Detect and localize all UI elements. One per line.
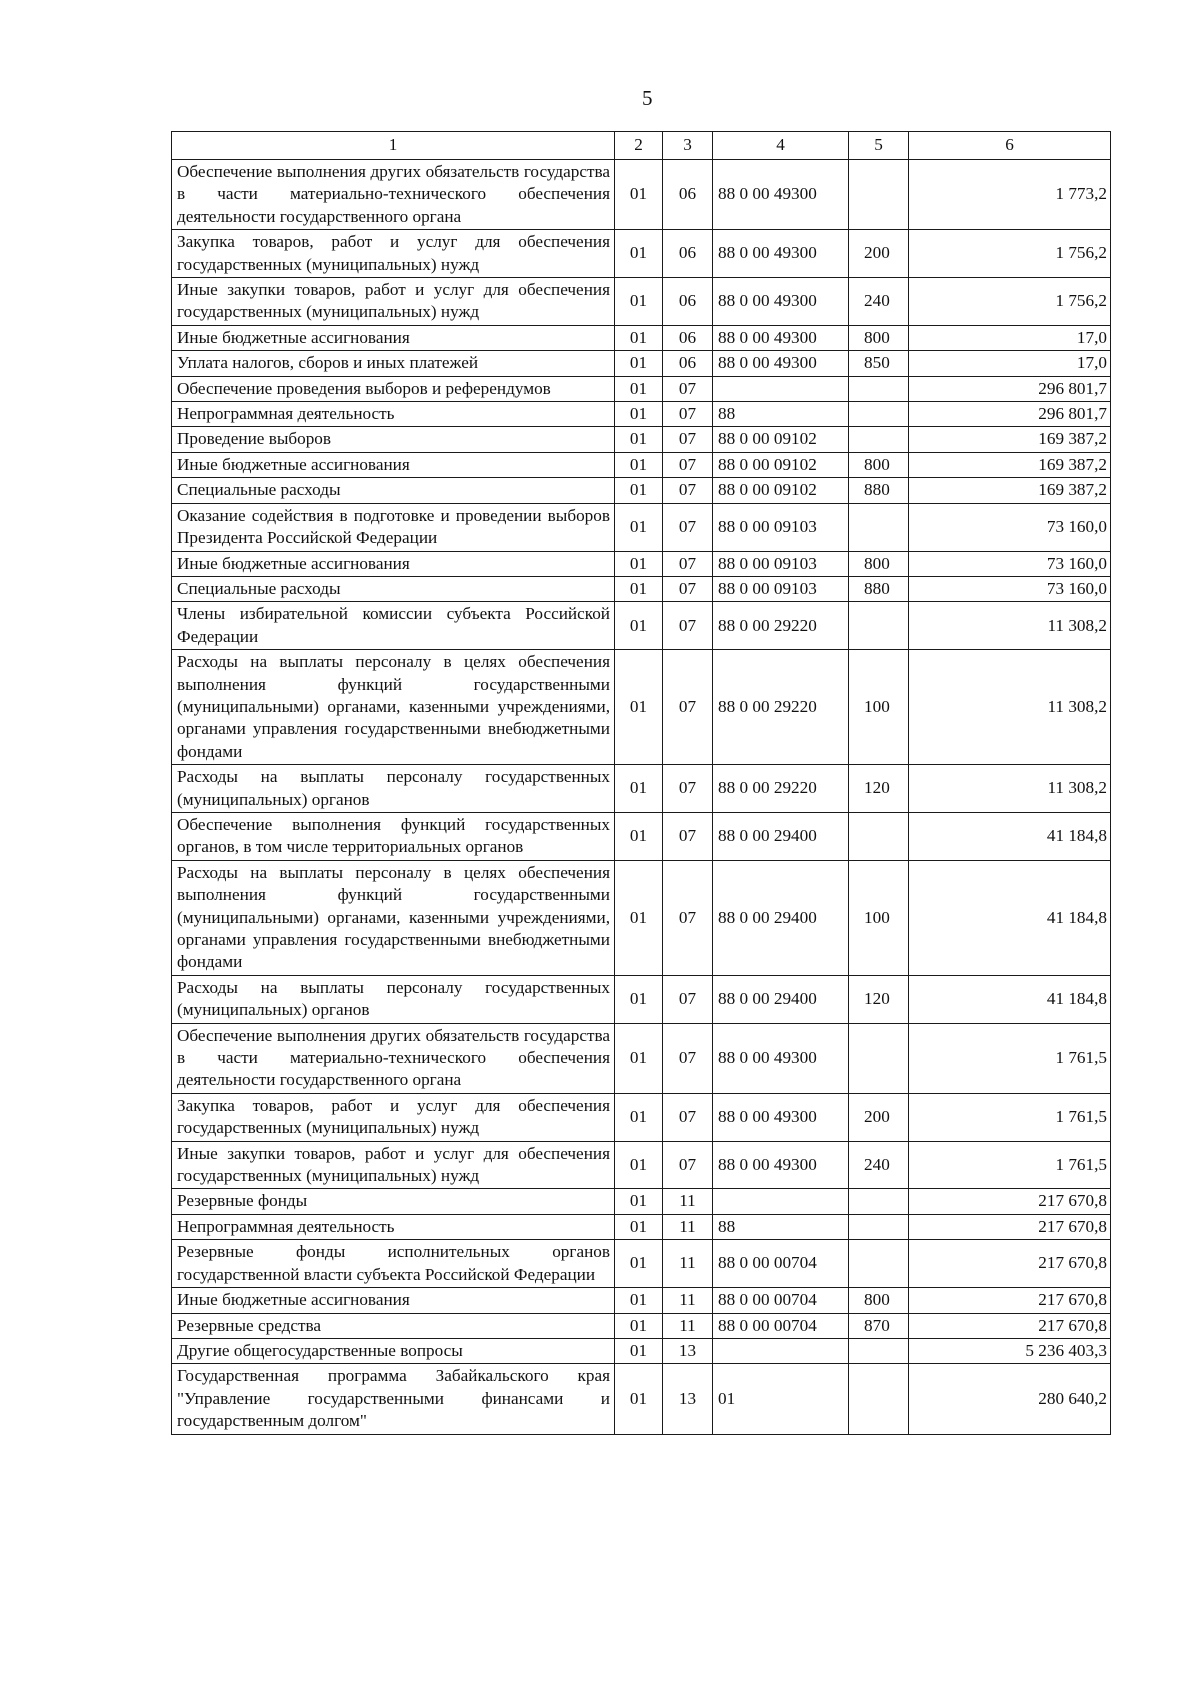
row-name-cell: Расходы на выплаты персоналу государственных (муниципальных) органов [172, 765, 615, 813]
row-section-cell: 01 [615, 503, 663, 551]
row-name-cell: Оказание содействия в подготовке и проведении выборов Президента Российской Федерации [172, 503, 615, 551]
row-name-cell: Расходы на выплаты персоналу в целях обеспечения выполнения функций государственными (муниципальными) органами, казенными учреждениями, органами управления государственными внебюджетными фондами [172, 860, 615, 975]
row-section-cell: 01 [615, 650, 663, 765]
header-cell-2: 2 [615, 132, 663, 160]
row-subsection-cell: 07 [663, 1023, 713, 1093]
row-name-cell: Расходы на выплаты персоналу в целях обеспечения выполнения функций государственными (муниципальными) органами, казенными учреждениями, органами управления государственными внебюджетными фондами [172, 650, 615, 765]
table-row [172, 160, 1111, 230]
row-amount-cell: 1 773,2 [909, 160, 1111, 230]
row-name-cell: Непрограммная деятельность [172, 1214, 615, 1239]
row-expense-type-cell: 120 [849, 975, 909, 1023]
row-section-cell: 01 [615, 1023, 663, 1093]
table-header [172, 132, 1111, 160]
row-amount-cell: 217 670,8 [909, 1189, 1111, 1214]
row-amount-cell: 73 160,0 [909, 576, 1111, 601]
row-target-cell: 88 0 00 49300 [713, 1023, 849, 1093]
row-amount-cell: 17,0 [909, 325, 1111, 350]
row-name-cell: Закупка товаров, работ и услуг для обеспечения государственных (муниципальных) нужд [172, 1093, 615, 1141]
row-name-cell: Резервные средства [172, 1313, 615, 1338]
row-name-cell: Иные бюджетные ассигнования [172, 452, 615, 477]
header-row [172, 132, 1111, 160]
row-name-cell: Специальные расходы [172, 576, 615, 601]
row-target-cell: 88 [713, 402, 849, 427]
header-cell-4: 4 [713, 132, 849, 160]
row-target-cell: 88 [713, 1214, 849, 1239]
row-name-cell: Резервные фонды исполнительных органов государственной власти субъекта Российской Федерации [172, 1240, 615, 1288]
row-name-cell: Непрограммная деятельность [172, 402, 615, 427]
row-amount-cell: 11 308,2 [909, 765, 1111, 813]
table-body [172, 160, 1111, 1435]
table-row [172, 1189, 1111, 1214]
row-subsection-cell: 07 [663, 551, 713, 576]
row-name-cell: Закупка товаров, работ и услуг для обеспечения государственных (муниципальных) нужд [172, 230, 615, 278]
row-expense-type-cell: 200 [849, 1093, 909, 1141]
row-section-cell: 01 [615, 376, 663, 401]
table-row [172, 230, 1111, 278]
row-amount-cell: 1 756,2 [909, 230, 1111, 278]
table-row [172, 1093, 1111, 1141]
row-target-cell: 88 0 00 09102 [713, 452, 849, 477]
row-expense-type-cell [849, 402, 909, 427]
row-target-cell: 88 0 00 29400 [713, 812, 849, 860]
row-target-cell: 88 0 00 49300 [713, 1093, 849, 1141]
row-amount-cell: 1 756,2 [909, 278, 1111, 326]
row-subsection-cell: 07 [663, 975, 713, 1023]
row-expense-type-cell: 240 [849, 278, 909, 326]
row-subsection-cell: 07 [663, 478, 713, 503]
row-target-cell: 88 0 00 09102 [713, 427, 849, 452]
row-expense-type-cell: 880 [849, 478, 909, 503]
row-subsection-cell: 11 [663, 1214, 713, 1239]
row-expense-type-cell: 100 [849, 860, 909, 975]
table-row [172, 1141, 1111, 1189]
table-row [172, 325, 1111, 350]
row-expense-type-cell: 870 [849, 1313, 909, 1338]
table-row [172, 1240, 1111, 1288]
page-number-text: 5 [642, 86, 653, 110]
row-expense-type-cell [849, 1338, 909, 1363]
row-amount-cell: 17,0 [909, 351, 1111, 376]
row-name-cell: Расходы на выплаты персоналу государственных (муниципальных) органов [172, 975, 615, 1023]
row-target-cell: 88 0 00 49300 [713, 325, 849, 350]
row-name-cell: Иные бюджетные ассигнования [172, 551, 615, 576]
row-subsection-cell: 07 [663, 376, 713, 401]
row-subsection-cell: 07 [663, 860, 713, 975]
row-amount-cell: 217 670,8 [909, 1240, 1111, 1288]
row-section-cell: 01 [615, 1093, 663, 1141]
row-subsection-cell: 07 [663, 576, 713, 601]
row-subsection-cell: 13 [663, 1338, 713, 1363]
row-section-cell: 01 [615, 1338, 663, 1363]
row-amount-cell: 41 184,8 [909, 812, 1111, 860]
table-row [172, 376, 1111, 401]
table-row [172, 1338, 1111, 1363]
row-section-cell: 01 [615, 1189, 663, 1214]
header-cell-3: 3 [663, 132, 713, 160]
row-section-cell: 01 [615, 230, 663, 278]
row-expense-type-cell [849, 1364, 909, 1434]
row-name-cell: Проведение выборов [172, 427, 615, 452]
row-name-cell: Члены избирательной комиссии субъекта Российской Федерации [172, 602, 615, 650]
row-section-cell: 01 [615, 1141, 663, 1189]
row-name-cell: Обеспечение выполнения других обязательств государства в части материально-технического обеспечения деятельности государственного органа [172, 160, 615, 230]
row-expense-type-cell: 100 [849, 650, 909, 765]
row-expense-type-cell: 800 [849, 551, 909, 576]
row-section-cell: 01 [615, 278, 663, 326]
table-row [172, 975, 1111, 1023]
row-target-cell: 88 0 00 00704 [713, 1313, 849, 1338]
row-expense-type-cell [849, 503, 909, 551]
row-target-cell: 88 0 00 49300 [713, 160, 849, 230]
row-target-cell: 88 0 00 29400 [713, 860, 849, 975]
row-section-cell: 01 [615, 1313, 663, 1338]
row-target-cell [713, 376, 849, 401]
row-expense-type-cell [849, 1240, 909, 1288]
row-amount-cell: 280 640,2 [909, 1364, 1111, 1434]
row-subsection-cell: 07 [663, 812, 713, 860]
header-cell-5: 5 [849, 132, 909, 160]
row-name-cell: Иные закупки товаров, работ и услуг для обеспечения государственных (муниципальных) нужд [172, 278, 615, 326]
row-name-cell: Резервные фонды [172, 1189, 615, 1214]
row-amount-cell: 73 160,0 [909, 503, 1111, 551]
row-subsection-cell: 06 [663, 160, 713, 230]
row-target-cell: 88 0 00 00704 [713, 1240, 849, 1288]
table-row [172, 1288, 1111, 1313]
table-row [172, 427, 1111, 452]
row-subsection-cell: 07 [663, 1141, 713, 1189]
row-name-cell: Иные закупки товаров, работ и услуг для обеспечения государственных (муниципальных) нужд [172, 1141, 615, 1189]
row-target-cell: 88 0 00 49300 [713, 1141, 849, 1189]
row-expense-type-cell [849, 427, 909, 452]
row-expense-type-cell [849, 376, 909, 401]
row-subsection-cell: 07 [663, 1093, 713, 1141]
row-subsection-cell: 07 [663, 402, 713, 427]
row-amount-cell: 217 670,8 [909, 1313, 1111, 1338]
table-row [172, 1214, 1111, 1239]
row-section-cell: 01 [615, 1214, 663, 1239]
table-row [172, 503, 1111, 551]
row-subsection-cell: 07 [663, 427, 713, 452]
table-row [172, 576, 1111, 601]
row-subsection-cell: 11 [663, 1288, 713, 1313]
row-subsection-cell: 07 [663, 452, 713, 477]
row-name-cell: Государственная программа Забайкальского края "Управление государственными финансами и государственным долгом" [172, 1364, 615, 1434]
row-target-cell: 88 0 00 29220 [713, 650, 849, 765]
row-expense-type-cell [849, 1214, 909, 1239]
row-name-cell: Иные бюджетные ассигнования [172, 325, 615, 350]
table-row [172, 1364, 1111, 1434]
row-section-cell: 01 [615, 602, 663, 650]
row-section-cell: 01 [615, 478, 663, 503]
row-target-cell: 88 0 00 09102 [713, 478, 849, 503]
table-row [172, 812, 1111, 860]
table-row [172, 478, 1111, 503]
row-amount-cell: 169 387,2 [909, 478, 1111, 503]
row-section-cell: 01 [615, 765, 663, 813]
row-section-cell: 01 [615, 812, 663, 860]
row-target-cell: 88 0 00 49300 [713, 278, 849, 326]
row-target-cell: 88 0 00 09103 [713, 551, 849, 576]
row-name-cell: Уплата налогов, сборов и иных платежей [172, 351, 615, 376]
row-subsection-cell: 13 [663, 1364, 713, 1434]
row-expense-type-cell: 120 [849, 765, 909, 813]
row-target-cell: 88 0 00 49300 [713, 351, 849, 376]
row-target-cell: 01 [713, 1364, 849, 1434]
row-subsection-cell: 11 [663, 1313, 713, 1338]
table-row [172, 602, 1111, 650]
row-amount-cell: 1 761,5 [909, 1141, 1111, 1189]
row-subsection-cell: 11 [663, 1189, 713, 1214]
row-subsection-cell: 06 [663, 325, 713, 350]
row-amount-cell: 73 160,0 [909, 551, 1111, 576]
row-expense-type-cell: 800 [849, 1288, 909, 1313]
row-subsection-cell: 07 [663, 650, 713, 765]
header-cell-1: 1 [172, 132, 615, 160]
table-row [172, 351, 1111, 376]
row-amount-cell: 41 184,8 [909, 860, 1111, 975]
row-expense-type-cell: 850 [849, 351, 909, 376]
row-amount-cell: 1 761,5 [909, 1093, 1111, 1141]
table-row [172, 551, 1111, 576]
row-section-cell: 01 [615, 1240, 663, 1288]
row-name-cell: Обеспечение выполнения функций государственных органов, в том числе территориальных органов [172, 812, 615, 860]
budget-table [171, 131, 1111, 1435]
row-target-cell [713, 1338, 849, 1363]
row-section-cell: 01 [615, 975, 663, 1023]
row-name-cell: Другие общегосударственные вопросы [172, 1338, 615, 1363]
table-row [172, 452, 1111, 477]
row-target-cell: 88 0 00 29400 [713, 975, 849, 1023]
row-name-cell: Иные бюджетные ассигнования [172, 1288, 615, 1313]
row-subsection-cell: 11 [663, 1240, 713, 1288]
row-section-cell: 01 [615, 325, 663, 350]
row-amount-cell: 1 761,5 [909, 1023, 1111, 1093]
row-target-cell: 88 0 00 49300 [713, 230, 849, 278]
header-cell-6: 6 [909, 132, 1111, 160]
row-expense-type-cell [849, 1189, 909, 1214]
row-expense-type-cell: 800 [849, 452, 909, 477]
row-section-cell: 01 [615, 402, 663, 427]
table-row [172, 402, 1111, 427]
row-amount-cell: 169 387,2 [909, 427, 1111, 452]
row-section-cell: 01 [615, 427, 663, 452]
row-amount-cell: 217 670,8 [909, 1288, 1111, 1313]
row-expense-type-cell: 200 [849, 230, 909, 278]
row-expense-type-cell: 880 [849, 576, 909, 601]
row-section-cell: 01 [615, 860, 663, 975]
table-row [172, 650, 1111, 765]
table-row [172, 1023, 1111, 1093]
table-row [172, 1313, 1111, 1338]
row-section-cell: 01 [615, 160, 663, 230]
row-amount-cell: 217 670,8 [909, 1214, 1111, 1239]
row-target-cell: 88 0 00 29220 [713, 765, 849, 813]
row-section-cell: 01 [615, 452, 663, 477]
row-expense-type-cell: 800 [849, 325, 909, 350]
row-target-cell: 88 0 00 00704 [713, 1288, 849, 1313]
row-name-cell: Обеспечение проведения выборов и референдумов [172, 376, 615, 401]
row-expense-type-cell [849, 1023, 909, 1093]
row-subsection-cell: 07 [663, 503, 713, 551]
row-expense-type-cell [849, 602, 909, 650]
row-amount-cell: 296 801,7 [909, 402, 1111, 427]
table-row [172, 860, 1111, 975]
row-expense-type-cell [849, 160, 909, 230]
row-target-cell [713, 1189, 849, 1214]
row-section-cell: 01 [615, 1288, 663, 1313]
row-subsection-cell: 07 [663, 602, 713, 650]
row-subsection-cell: 07 [663, 765, 713, 813]
row-name-cell: Обеспечение выполнения других обязательств государства в части материально-технического обеспечения деятельности государственного органа [172, 1023, 615, 1093]
row-amount-cell: 169 387,2 [909, 452, 1111, 477]
row-section-cell: 01 [615, 1364, 663, 1434]
row-amount-cell: 11 308,2 [909, 650, 1111, 765]
row-section-cell: 01 [615, 576, 663, 601]
row-amount-cell: 11 308,2 [909, 602, 1111, 650]
row-subsection-cell: 06 [663, 351, 713, 376]
row-subsection-cell: 06 [663, 230, 713, 278]
row-amount-cell: 5 236 403,3 [909, 1338, 1111, 1363]
row-section-cell: 01 [615, 551, 663, 576]
row-target-cell: 88 0 00 29220 [713, 602, 849, 650]
row-target-cell: 88 0 00 09103 [713, 503, 849, 551]
row-amount-cell: 296 801,7 [909, 376, 1111, 401]
table-row [172, 765, 1111, 813]
row-amount-cell: 41 184,8 [909, 975, 1111, 1023]
row-section-cell: 01 [615, 351, 663, 376]
row-expense-type-cell: 240 [849, 1141, 909, 1189]
row-subsection-cell: 06 [663, 278, 713, 326]
row-name-cell: Специальные расходы [172, 478, 615, 503]
table-row [172, 278, 1111, 326]
row-expense-type-cell [849, 812, 909, 860]
row-target-cell: 88 0 00 09103 [713, 576, 849, 601]
